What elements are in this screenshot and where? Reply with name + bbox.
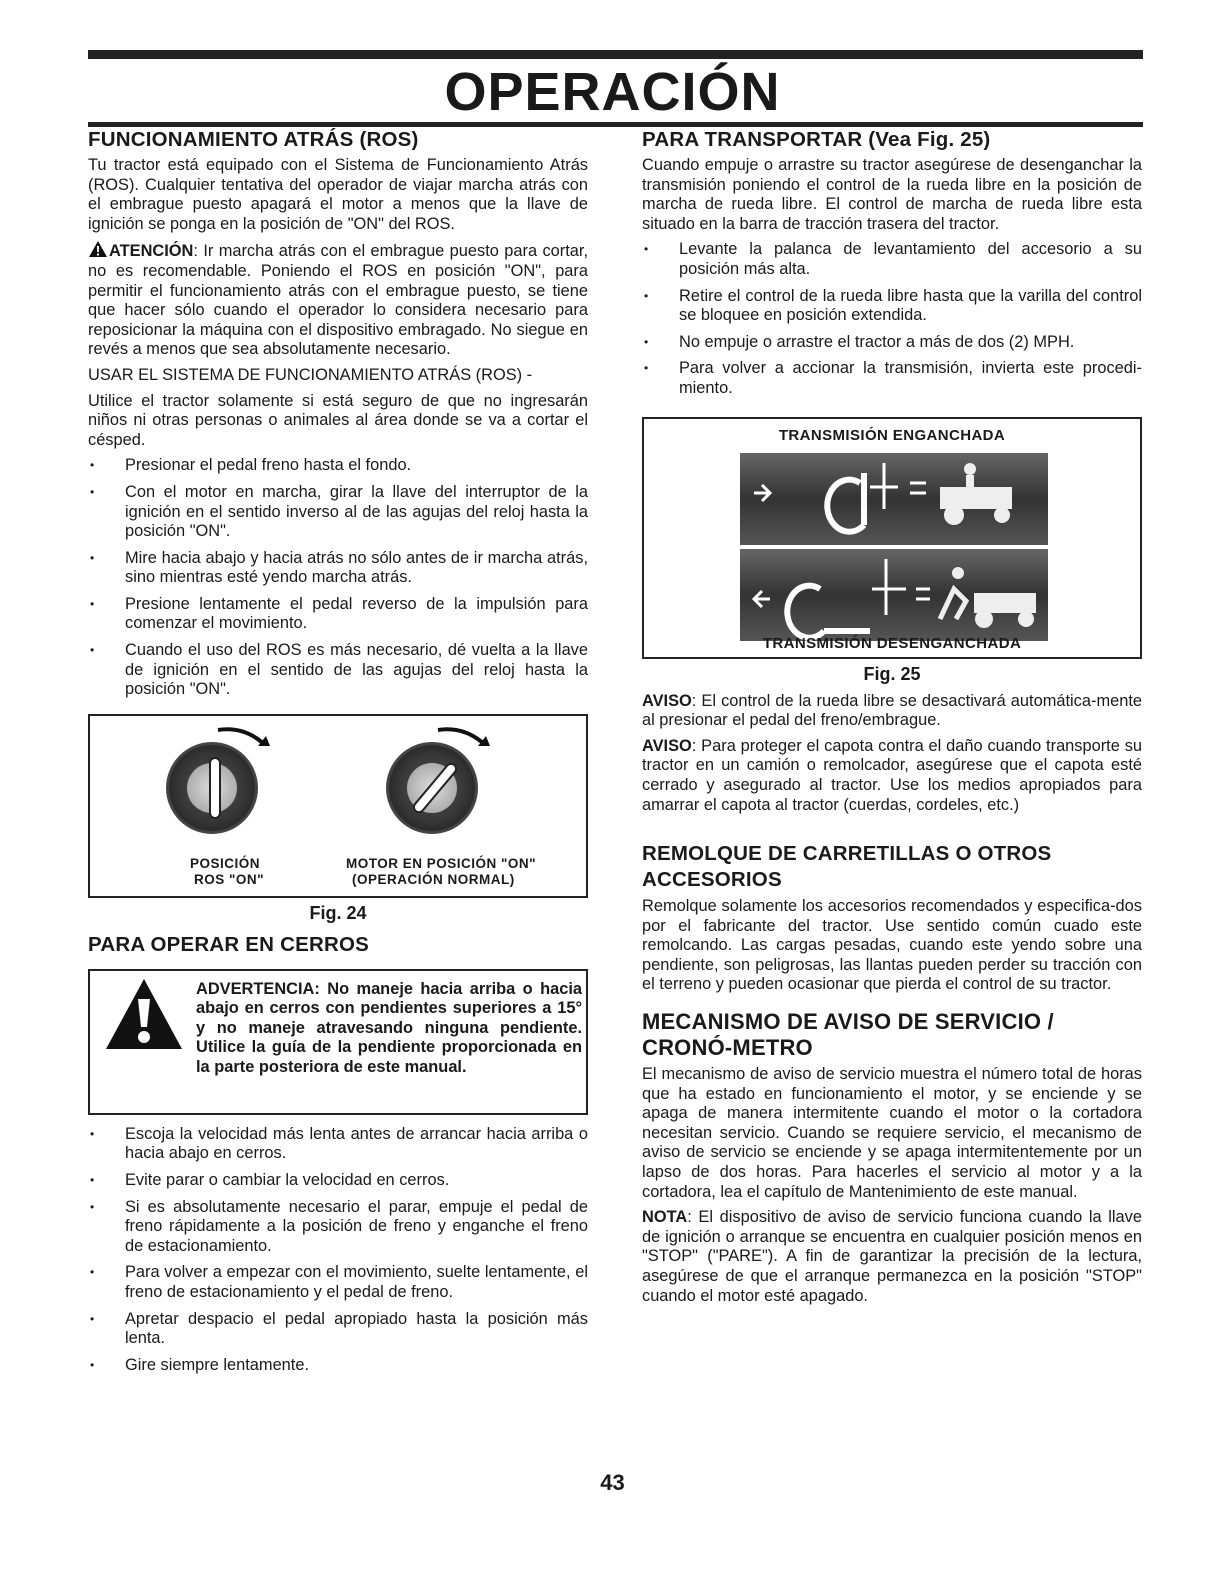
warning-triangle-icon (104, 977, 184, 1051)
ros-use-text: Utilice el tractor solamente si está seguro de que no ingresarán niños ni otras personas o animales al área donde se va a cortar el césped. (88, 391, 588, 449)
rotation-arrow-icon (214, 724, 274, 750)
towing-heading: REMOLQUE DE CARRETILLAS O OTROS ACCESORIOS (642, 842, 1052, 892)
attention-label: ATENCIÓN (109, 242, 194, 261)
list-item: • Mire hacia abajo y hacia atrás no sólo antes de ir marcha atrás, sino mientras esté yendo marcha atrás. (88, 549, 588, 588)
ignition-dial-ros-icon (166, 742, 258, 834)
engaged-tractor-icon (740, 453, 1048, 545)
ignition-dial-on-icon (386, 742, 478, 834)
top-rule (88, 50, 1143, 59)
fig25-label: Fig. 25 (863, 663, 921, 684)
service-note-label: NOTA (642, 1208, 688, 1227)
service-note (642, 1208, 1142, 1306)
ros-attention (88, 240, 588, 360)
notice-1-label: AVISO (642, 691, 692, 710)
list-item: • Apretar despacio el pedal apropiado hasta la posición más lenta. (88, 1310, 588, 1349)
notice-2-text: : Para proteger el capota contra el daño cuando transporte su tractor en un camión o remolcador, asegúrese que el capota esté cerrado y asegurado al tractor. Use los medios apropiados para amarrar el capota al tractor (cuerdas, cordeles, etc.) (642, 736, 1142, 814)
hills-bullets (88, 1125, 588, 1376)
fig24-label: Fig. 24 (309, 902, 367, 923)
ros-bullets (88, 456, 588, 700)
fig25-caption-bottom: TRANSMISIÓN DESENGANCHADA (762, 634, 1022, 652)
hills-warning-text: ADVERTENCIA: No maneje hacia arriba o hacia abajo en cerros con pendientes superiores a 15° y no maneje atravesando ninguna pendiente. Utilice la guía de la pendiente proporcionada en la parte posteriora de este manual. (196, 979, 582, 1076)
fig25-caption-top: TRANSMISIÓN ENGANCHADA (778, 426, 1006, 444)
figure-25 (642, 417, 1142, 659)
notice-1 (642, 692, 1142, 731)
list-item: • Escoja la velocidad más lenta antes de arrancar hacia arriba o hacia abajo en cerros. (88, 1125, 588, 1164)
ros-heading: FUNCIONAMIENTO ATRÁS (ROS) (88, 128, 419, 151)
ros-use-heading: USAR EL SISTEMA DE FUNCIONAMIENTO ATRÁS (ROS) - (88, 365, 533, 384)
transport-heading: PARA TRANSPORTAR (Vea Fig. 25) (642, 128, 991, 151)
page-number: 43 (600, 1470, 625, 1495)
transport-intro: Cuando empuje o arrastre su tractor asegúrese de desenganchar la transmisión poniendo el control de la rueda libre en la posición de marcha de rueda libre. El control de marcha de rueda libre esta situado en la barra de tracción trasera del tractor. (642, 156, 1142, 233)
service-note-text: : El dispositivo de aviso de servicio funciona cuando la llave de ignición o arranque se encuentra en cualquier posición menos en "STOP" ("PARE"). A fin de garantizar la precisión de la lectura, asegúrese de que el arranque permanezca en la posición "STOP" cuando el motor esté apagado. (642, 1208, 1142, 1305)
fig24-caption-right-2: (OPERACIÓN NORMAL) (352, 871, 515, 887)
transport-bullets (642, 240, 1142, 398)
list-item: • No empuje o arrastre el tractor a más de dos (2) MPH. (642, 333, 1142, 353)
right-column (642, 128, 1142, 1312)
fig24-caption-left-1: POSICIÓN (190, 855, 261, 871)
attention-text: : Ir marcha atrás con el embrague puesto para cortar, no es recomendable. Poniendo el ROS en posición "ON", para permitir el funcionamiento atrás con el embrague puesto, se tiene que hacer sólo cuando el operador lo considera necesario para reposicionar la máquina con el dispositivo embragado. No siegue en revés a menos que sea absolutamente necesario. (88, 242, 588, 359)
ros-intro: Tu tractor está equipado con el Sistema de Funcionamiento Atrás (ROS). Cualquier tentativa del operador de viajar marcha atrás con el embrague puesto apagará el motor a menos que la llave de ignición se ponga en la posición de "ON" del ROS. (88, 156, 588, 233)
notice-1-text: : El control de la rueda libre se desactivará automática-mente al presionar el pedal del freno/embrague. (642, 691, 1142, 730)
list-item: • Presionar el pedal freno hasta el fondo. (88, 456, 588, 476)
list-item: • Con el motor en marcha, girar la llave del interruptor de la ignición en el sentido inverso al de las agujas del reloj hasta la posición "ON". (88, 483, 588, 542)
list-item: • Retire el control de la rueda libre hasta que la varilla del control se bloquee en posición extendida. (642, 287, 1142, 326)
fig24-caption-left-2: ROS "ON" (194, 871, 265, 887)
figure-24 (88, 714, 588, 898)
notice-2 (642, 737, 1142, 815)
transmission-engaged-panel (740, 453, 1048, 545)
list-item: • Evite parar o cambiar la velocidad en cerros. (88, 1171, 588, 1191)
list-item: • Si es absolutamente necesario el parar, empuje el pedal de freno rápidamente a la posición de freno y enganche el freno de estacionamiento. (88, 1198, 588, 1257)
service-text: El mecanismo de aviso de servicio muestra el número total de horas que ha estado en funcionamiento el motor, y se enciende y se apaga de manera intermitente cuando el motor o la cortadora necesitan servicio. Cuando se requiere servicio, el mecanismo de aviso de servicio se enciende y se apaga intermitentemente por un lapso de dos horas. Para hacerles el servicio al motor y a la cortadora, lea el capítulo de Mantenimiento de este manual. (642, 1065, 1142, 1201)
notice-2-label: AVISO (642, 736, 692, 755)
warning-triangle-icon (88, 240, 108, 258)
hills-heading: PARA OPERAR EN CERROS (88, 932, 369, 956)
page-title: OPERACIÓN (444, 62, 781, 122)
transmission-disengaged-panel (740, 549, 1048, 641)
list-item: • Gire siempre lentamente. (88, 1356, 588, 1376)
fig24-caption-right-1: MOTOR EN POSICIÓN "ON" (346, 855, 537, 871)
list-item: • Levante la palanca de levantamiento del accesorio a su posición más alta. (642, 240, 1142, 279)
left-column (88, 128, 588, 1382)
list-item: • Para volver a accionar la transmisión, invierta este procedi-miento. (642, 359, 1142, 398)
disengaged-tractor-icon (740, 549, 1048, 641)
hills-warning-box (88, 969, 588, 1115)
list-item: • Presione lentamente el pedal reverso de la impulsión para comenzar el movimiento. (88, 595, 588, 634)
rotation-arrow-icon (434, 724, 494, 750)
towing-text: Remolque solamente los accesorios recomendados y especifica-dos por el fabricante del tractor. Use sentido común cuado este remolcando. Las cargas pesadas, cuando este yendo sobre una pendiente, son peligrosas, las llantas pueden perder su tracción con el terreno y pueden ocasionar que pierda el control de su tractor. (642, 897, 1142, 994)
list-item: • Para volver a empezar con el movimiento, suelte lentamente, el freno de estacionamiento y el pedal de freno. (88, 1263, 588, 1302)
service-heading: MECANISMO DE AVISO DE SERVICIO / CRONÓ-METRO (642, 1009, 1054, 1061)
list-item: • Cuando el uso del ROS es más necesario, dé vuelta a la llave de ignición en el sentido de las agujas del reloj hasta la posición "ON". (88, 641, 588, 700)
title-rule (88, 122, 1143, 127)
